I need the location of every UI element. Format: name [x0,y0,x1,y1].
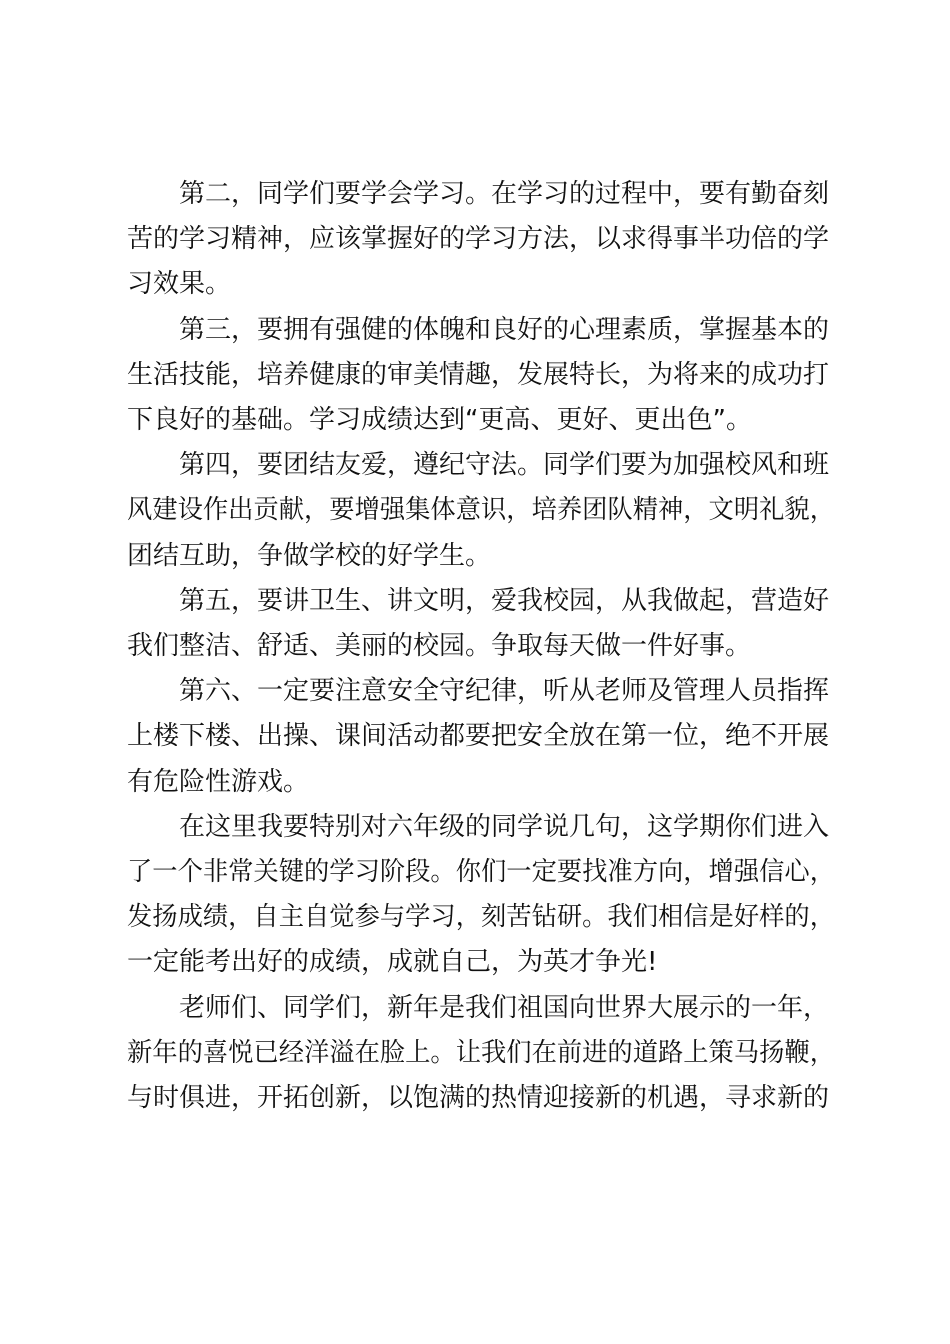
text-line: 生活技能，培养健康的审美情趣，发展特长，为将来的成功打 [127,359,830,390]
paragraph-new-year [127,986,835,1122]
text-line: 第六、一定要注意安全守纪律，听从老师及管理人员指挥 [179,676,830,707]
document-body [127,172,835,1121]
paragraph-fifth [127,579,835,669]
text-line: 下良好的基础。学习成绩达到“更高、更好、更出色”。 [127,405,752,436]
text-line: 第三，要拥有强健的体魄和良好的心理素质，掌握基本的 [179,314,830,345]
text-line: 上楼下楼、出操、课间活动都要把安全放在第一位，绝不开展 [127,721,830,752]
text-line: 有危险性游戏。 [127,766,310,797]
text-line: 发扬成绩，自主自觉参与学习，刻苦钻研。我们相信是好样的， [127,902,835,933]
text-line: 我们整洁、舒适、美丽的校园。争取每天做一件好事。 [127,631,752,662]
text-line: 新年的喜悦已经洋溢在脸上。让我们在前进的道路上策马扬鞭， [127,1037,835,1068]
text-line: 一定能考出好的成绩，成就自己，为英才争光! [127,947,658,978]
text-line: 第二，同学们要学会学习。在学习的过程中，要有勤奋刻 [179,179,830,209]
text-line: 风建设作出贡献，要增强集体意识，培养团队精神，文明礼貌， [127,495,835,526]
paragraph-third [127,308,835,444]
text-line: 在这里我要特别对六年级的同学说几句，这学期你们进入 [179,811,830,842]
text-line: 团结互助，争做学校的好学生。 [127,540,492,571]
text-line: 老师们、同学们，新年是我们祖国向世界大展示的一年， [179,992,830,1023]
paragraph-fourth [127,443,835,579]
paragraph-second [127,172,835,308]
text-line: 了一个非常关键的学习阶段。你们一定要找准方向，增强信心， [127,857,835,888]
text-line: 第五，要讲卫生、讲文明，爱我校园，从我做起，营造好 [179,585,830,616]
text-line: 与时俱进，开拓创新，以饱满的热情迎接新的机遇，寻求新的 [127,1083,830,1114]
paragraph-sixth-grade [127,805,835,986]
text-line: 第四，要团结友爱，遵纪守法。同学们要为加强校风和班 [179,450,830,481]
text-line: 苦的学习精神，应该掌握好的学习方法，以求得事半功倍的学 [127,224,830,255]
text-line: 习效果。 [127,269,232,300]
paragraph-sixth [127,669,835,805]
